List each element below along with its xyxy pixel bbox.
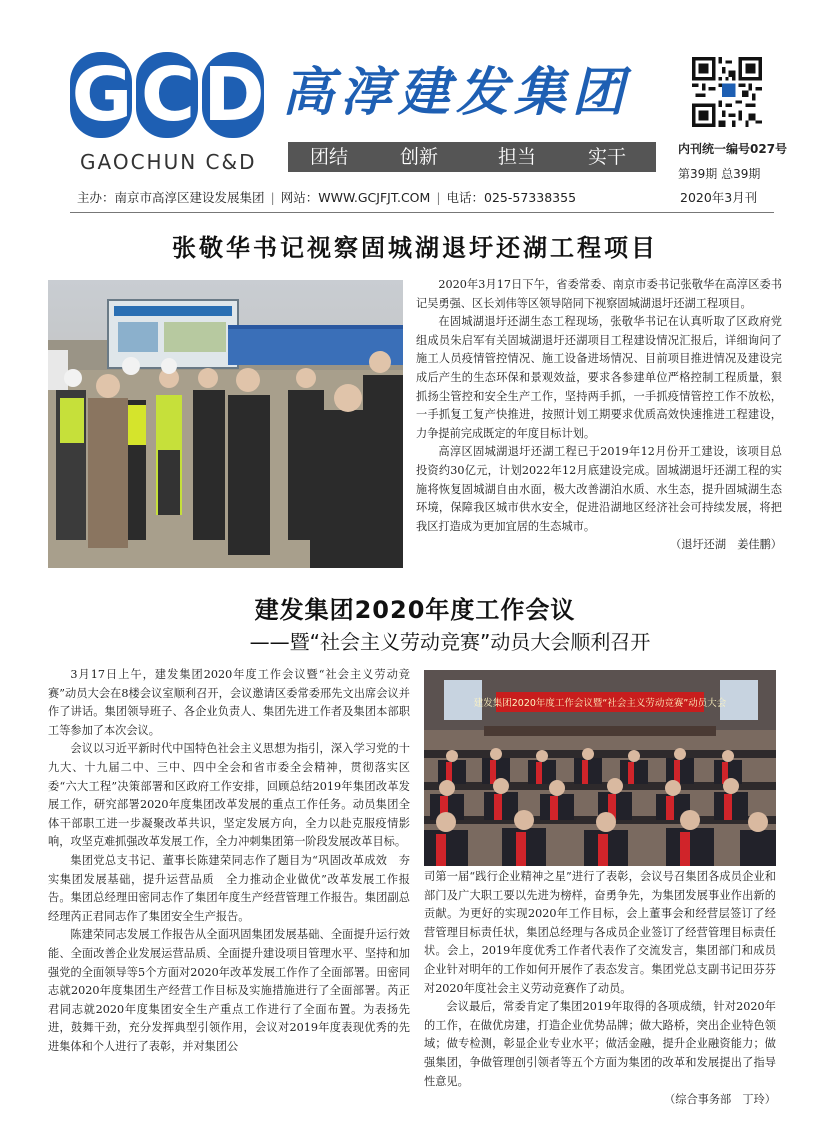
article1-paragraph: 2020年3月17日下午，省委常委、南京市委书记张敬华在高淳区委书记吴勇强、区长刘伟等区领导陪同下视察固城湖退圩还湖工程项目。 bbox=[416, 278, 782, 310]
logo-letter-g: G bbox=[71, 52, 131, 138]
inspection-photo bbox=[48, 280, 403, 568]
slogan-unity: 团结 bbox=[310, 146, 349, 168]
article1-title: 张敬华书记视察固城湖退圩还湖工程项目 bbox=[172, 234, 658, 262]
article2-body-right bbox=[424, 868, 776, 1110]
article2-credit: （综合事务部 丁玲） bbox=[664, 1093, 776, 1107]
article2-paragraph: 集团党总支书记、董事长陈建荣同志作了题目为“巩固改革成效 夯实集团发展基础，提升运营品质 全力推动企业做优”改革发展工作报告。集团总经理田密同志作了集团年度生产经营管理工作报告。集团副总经理芮正君同志作了集团安全生产报告。 bbox=[48, 853, 410, 923]
publisher-info bbox=[77, 188, 576, 206]
meeting-photo bbox=[424, 670, 776, 866]
meeting-banner-text: 建发集团2020年度工作会议暨“社会主义劳动竞赛”动员大会 bbox=[473, 698, 727, 709]
article2-paragraph: 会议最后，常委肯定了集团2019年取得的各项成绩，针对2020年的工作，在做优房建，打造企业优势品牌；做大路桥，突出企业特色领域；做专检测，彰显企业专业水平；做活金融，提升企业融资能力；做强集团，争做管理创引领者等五个方面为集团的改革和发展提出了指导性意见。 bbox=[424, 1000, 776, 1088]
article2-paragraph: 会议以习近平新时代中国特色社会主义思想为指引，深入学习党的十九大、十九届二中、三中、四中全会和省市委全会精神，贯彻落实区委“六大工程”决策部署和区政府工作安排，回顾总结2019年集团改革发展工作，研究部署2020年度集团改革发展的重点工作任务。动员集团全体干部职工进一步凝聚改革共识，坚定发展方向，全力以赴克服疫情影响，攻坚克难抓强改革发展工作，全力冲刺集团第一阶段发展改革目标。 bbox=[48, 742, 410, 849]
issue-period: 第39期 总39期 bbox=[678, 167, 761, 181]
article2-subtitle: ——暨“社会主义劳动竞赛”动员大会顺利召开 bbox=[249, 630, 651, 654]
issue-number: 内刊统一编号027号 bbox=[678, 142, 788, 156]
gcd-logo bbox=[70, 52, 266, 140]
phone-text: 电话：025-57338355 bbox=[446, 190, 577, 205]
slogan-responsibility: 担当 bbox=[498, 146, 537, 168]
sponsor-text: 主办：南京市高淳区建设发展集团 bbox=[77, 190, 265, 205]
separator: | bbox=[436, 190, 441, 205]
logo-letter-d: D bbox=[203, 52, 263, 138]
article2-title: 建发集团2020年度工作会议 bbox=[254, 596, 576, 624]
separator: | bbox=[270, 190, 275, 205]
article2-body-left bbox=[48, 666, 410, 1056]
slogan-innovation: 创新 bbox=[400, 146, 439, 168]
slogan-bar bbox=[288, 142, 656, 172]
article1-paragraph: 在固城湖退圩还湖生态工程现场，张敬华书记在认真听取了区政府党组成员朱启军有关固城湖退圩还湖项目工程建设情况汇报后，详细询问了施工人员疫情管控情况、施工设备进场情况、目前项目推进情况及建设完成后产生的生态环保和景观效益，要求各参建单位严格控制工程质量，狠抓扬尘管控和安全生产工作，坚持两手抓，一手抓疫情管控工作不放松，一手抓复工复产快推进，按照计划工期要求优质高效快速推进工程建设，力争提前完成既定的年度目标计划。 bbox=[416, 315, 782, 440]
article2-paragraph: 陈建荣同志发展工作报告从全面巩固集团发展基础、全面提升运行效能、全面改善企业发展运营品质、全面提升建设项目管理水平、坚持和加强党的全面领导等5个方面对2020年改革发展工作作了全面部署。田密同志就2020年度集团生产经营工作目标及实施措施进行了全面部署。芮正君同志就2020年度集团安全生产重点工作进行了全面布置。为表扬先进，鼓舞干劲，充分发挥典型引领作用，会议对2019年度表现优秀的先进集体和个人进行了表彰，并对集团公 bbox=[48, 928, 410, 1053]
article1-body bbox=[416, 276, 782, 555]
newspaper-title: 高淳建发集团 bbox=[282, 62, 631, 123]
article1-paragraph: 高淳区固城湖退圩还湖工程已于2019年12月份开工建设，该项目总投资约30亿元，计划2022年12月底建设完成。固城湖退圩还湖工程的实施将恢复固城湖自由水面，极大改善湖泊水质、水生态，提升固城湖生态环境，保障我区城市供水安全，促进沿湖地区经济社会可持续发展，将把我区打造成为更加宜居的生态城市。 bbox=[416, 445, 782, 533]
website-text: 网站：WWW.GCJFJT.COM bbox=[280, 190, 431, 205]
masthead-divider bbox=[70, 212, 774, 213]
logo-english-name: GAOCHUN C&D bbox=[80, 150, 257, 174]
qr-code-icon bbox=[692, 57, 762, 127]
article2-paragraph: 3月17日上午，建发集团2020年度工作会议暨“社会主义劳动竞赛”动员大会在8楼会议室顺利召开，会议邀请区委常委邢先文出席会议并作了讲话。集团领导班子、各企业负责人、集团先进工作者及集团本部职工等参加了本次会议。 bbox=[48, 668, 410, 737]
issue-date: 2020年3月刊 bbox=[680, 190, 758, 205]
article1-credit: （退圩还湖 姜佳鹏） bbox=[670, 538, 782, 552]
slogan-hardwork: 实干 bbox=[588, 146, 627, 168]
masthead bbox=[0, 0, 830, 210]
article2-paragraph: 司第一届“践行企业精神之星”进行了表彰，会议号召集团各成员企业和部门及广大职工要以先进为榜样，奋勇争先，为集团发展事业作出新的贡献。为更好的实现2020年工作目标，会上董事会和经营层签订了经营管理目标责任状，集团总经理与各成员企业签订了经营管理目标责任状。会上，2019年度优秀工作者代表作了交流发言，集团部门和成员企业针对明年的工作如何开展作了表态发言。集团党总支副书记田芬芬对2020年度社会主义劳动竞赛作了动员。 bbox=[424, 870, 776, 995]
logo-letter-c: C bbox=[136, 52, 198, 138]
